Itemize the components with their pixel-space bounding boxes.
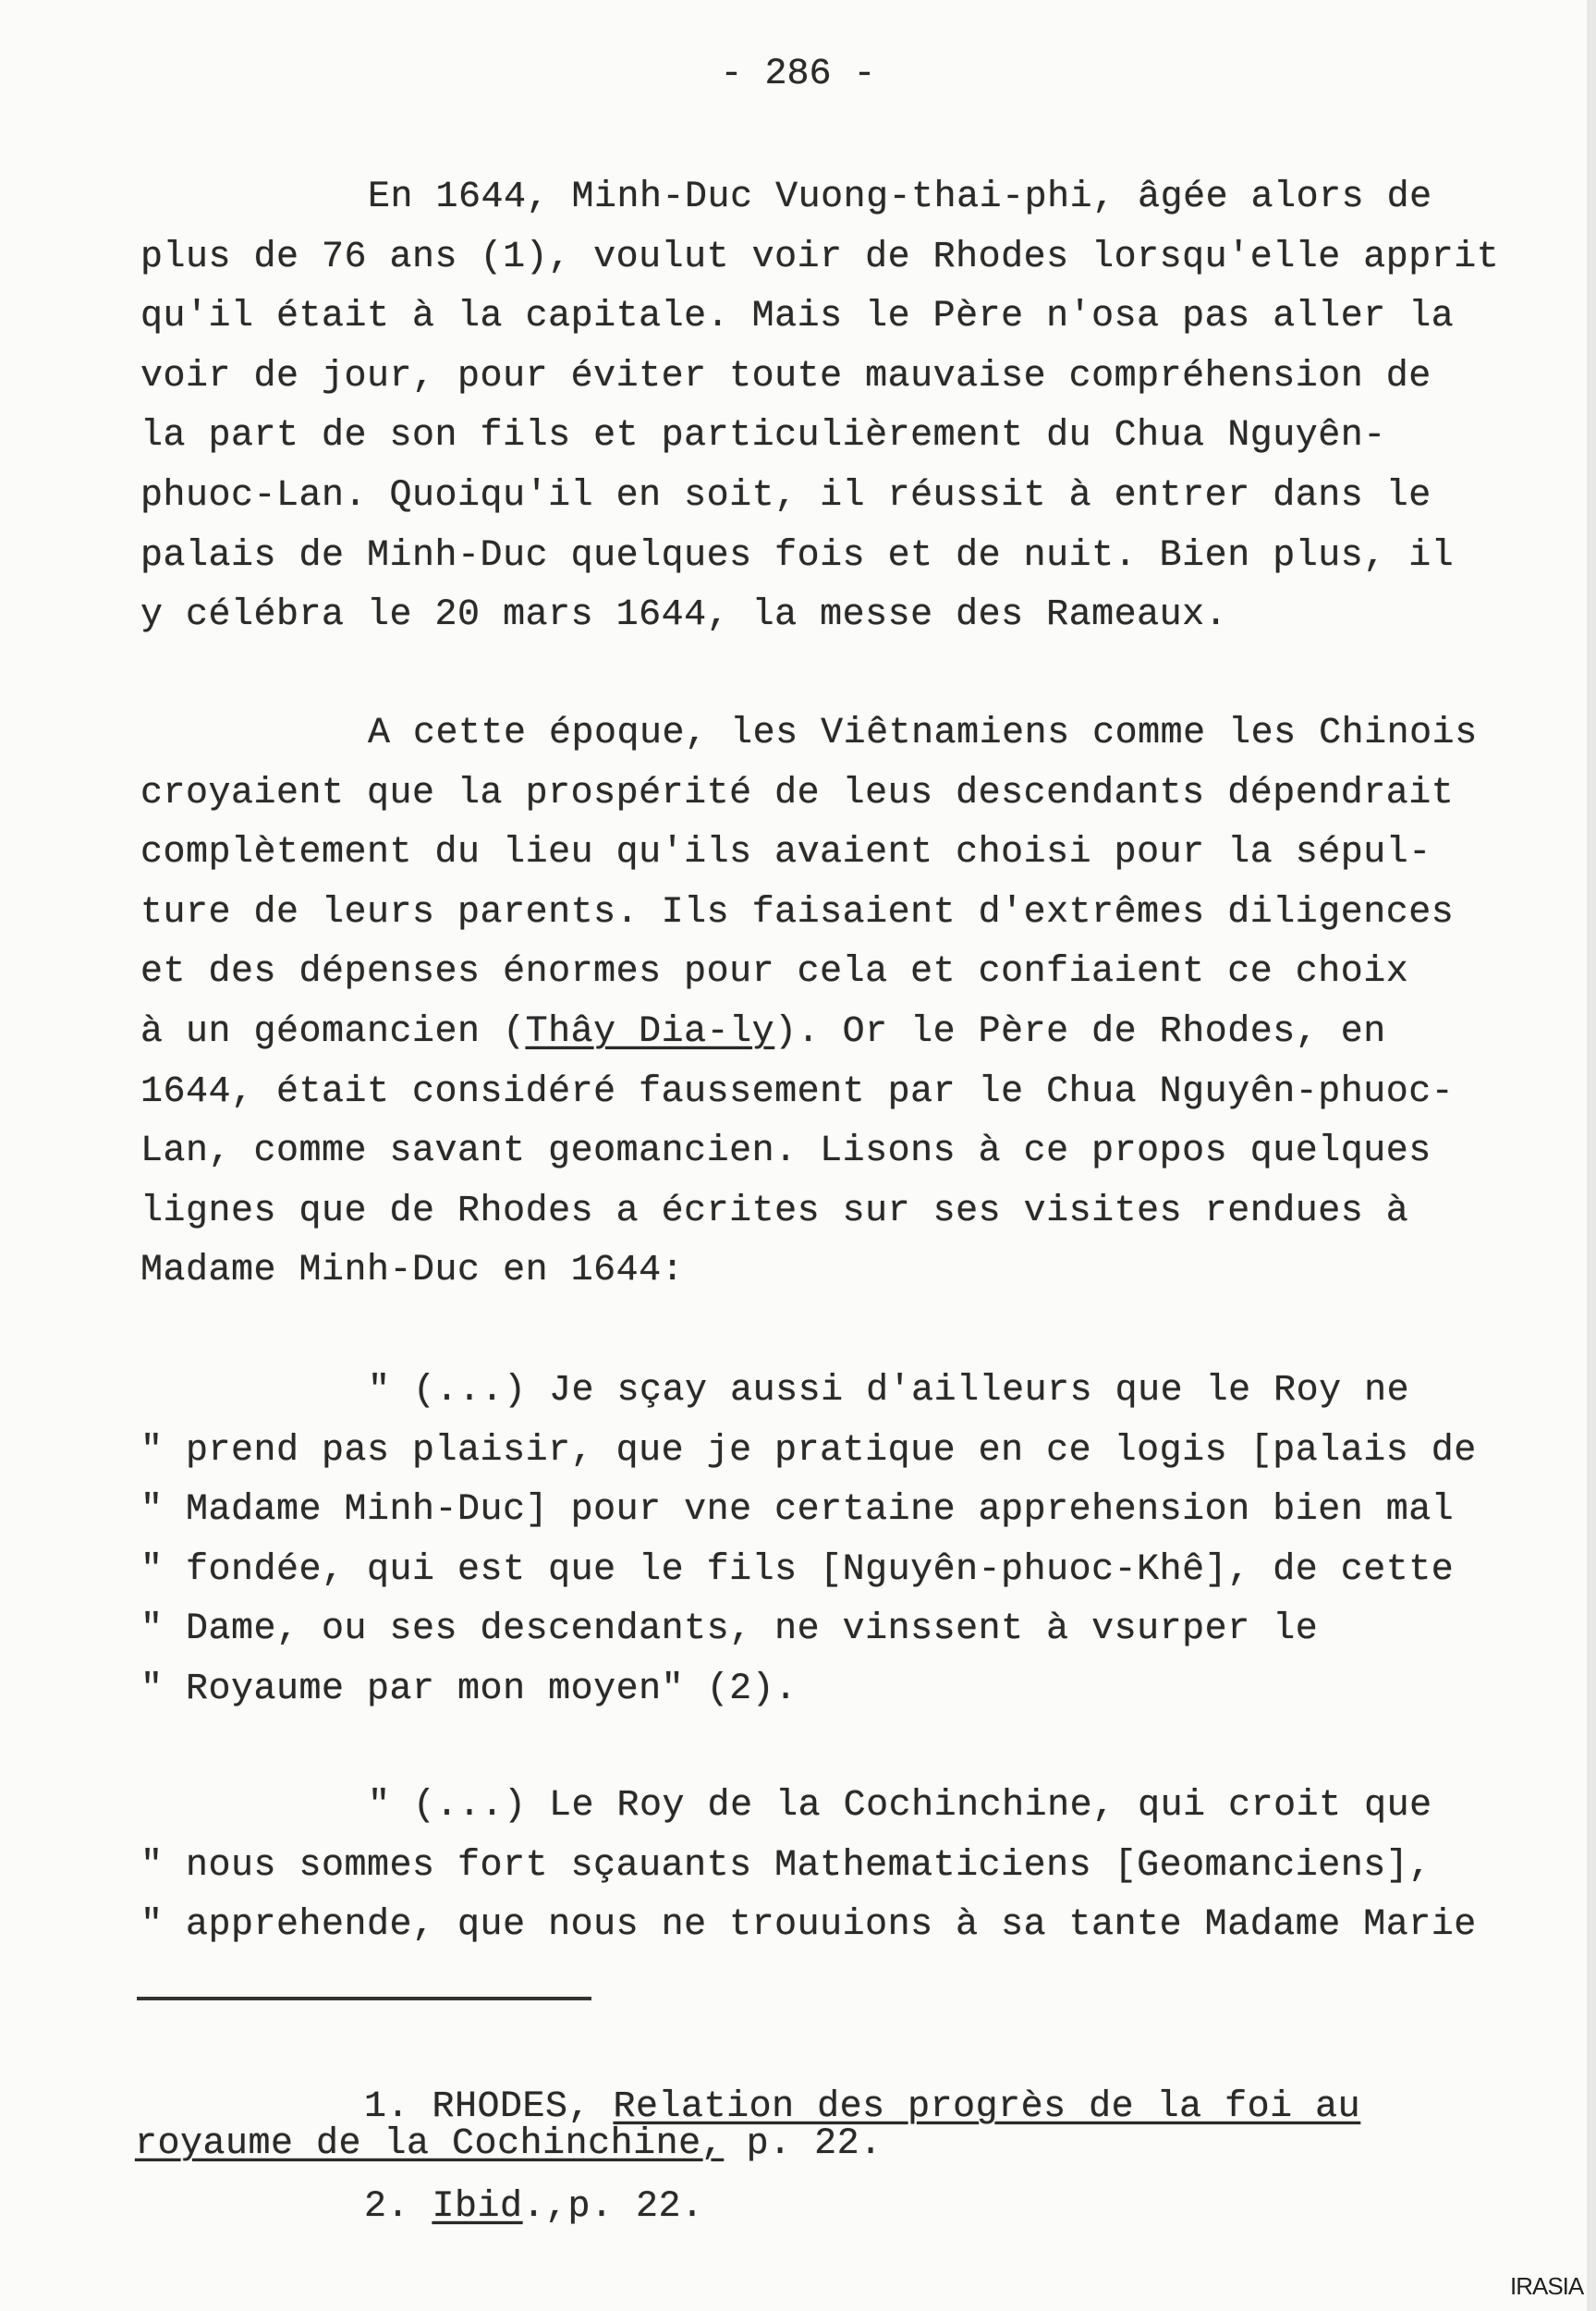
- paragraph-line: [140, 772, 1454, 816]
- text-segment: Lan, comme savant geomancien. Lisons à ce propos quelques: [140, 1131, 1432, 1173]
- text-segment: " nous sommes fort sçauants Mathematiciens [Geomanciens],: [140, 1844, 1432, 1887]
- underlined-text: Relation des progrès de la foi au: [613, 2086, 1361, 2128]
- paragraph-line: [140, 593, 1227, 638]
- quote-line: [140, 1488, 1454, 1533]
- footnote-line: [135, 2122, 883, 2167]
- text-segment: croyaient que la prospérité de leus descendants dépendrait: [140, 772, 1455, 814]
- underlined-text: royaume de la Cochinchine,: [135, 2123, 725, 2165]
- text-segment: 1644, était considéré faussement par le Chua Nguyên-phuoc-: [140, 1070, 1455, 1113]
- paragraph-line: [140, 295, 1454, 339]
- text-segment: y célébra le 20 mars 1644, la messe des Rameaux.: [140, 594, 1228, 637]
- text-segment: " Dame, ou ses descendants, ne vinssent à vsurper le: [140, 1608, 1319, 1651]
- quote-line: [368, 1369, 1409, 1413]
- quote-line: [140, 1429, 1477, 1473]
- underlined-text: Thây Dia-ly: [525, 1011, 775, 1053]
- text-segment: " fondée, qui est que le fils [Nguyên-phuoc-Khê], de cette: [140, 1548, 1455, 1591]
- paragraph-line: [140, 1249, 684, 1293]
- paragraph-line: [140, 1010, 1386, 1055]
- footnote-divider: [137, 1997, 591, 2000]
- paragraph-line: [368, 176, 1432, 220]
- text-segment: " (...) Le Roy de la Cochinchine, qui croit que: [368, 1785, 1432, 1827]
- text-segment: A cette époque, les Viêtnamiens comme les Chinois: [368, 713, 1478, 754]
- text-segment: ). Or le Père de Rhodes, en: [774, 1011, 1386, 1053]
- quote-line: [140, 1548, 1454, 1593]
- text-segment: complètement du lieu qu'ils avaient choisi pour la sépul-: [140, 832, 1432, 874]
- paragraph-line: [140, 950, 1408, 995]
- footnote-line: [364, 2185, 704, 2230]
- text-segment: " Madame Minh-Duc] pour vne certaine apprehension bien mal: [140, 1489, 1455, 1532]
- text-segment: phuoc-Lan. Quoiqu'il en soit, il réussit à entrer dans le: [140, 475, 1432, 517]
- paragraph-line: [140, 1130, 1432, 1174]
- paragraph-line: [140, 831, 1432, 875]
- quote-line: [140, 1844, 1432, 1889]
- paragraph-line: [140, 891, 1454, 935]
- quote-line: [368, 1784, 1432, 1828]
- page-number: - 286 -: [720, 54, 876, 95]
- watermark: IRASIA: [1510, 2272, 1584, 2300]
- text-segment: lignes que de Rhodes a écrites sur ses visites rendues à: [140, 1190, 1409, 1232]
- text-segment: à un géomancien (: [140, 1011, 526, 1053]
- paragraph-line: [140, 414, 1386, 459]
- paragraph-line: [140, 534, 1454, 579]
- text-segment: .,p. 22.: [522, 2186, 704, 2228]
- quote-line: [140, 1668, 798, 1712]
- text-segment: " (...) Je sçay aussi d'ailleurs que le Roy ne: [368, 1370, 1410, 1412]
- quote-line: [140, 1903, 1477, 1948]
- text-segment: ture de leurs parents. Ils faisaient d'extrêmes diligences: [140, 891, 1455, 934]
- text-segment: et des dépenses énormes pour cela et confiaient ce choix: [140, 951, 1409, 994]
- text-segment: qu'il était à la capitale. Mais le Père n'osa pas aller la: [140, 296, 1455, 338]
- paragraph-line: [140, 1070, 1454, 1115]
- quote-line: [140, 1608, 1318, 1652]
- text-segment: Madame Minh-Duc en 1644:: [140, 1250, 685, 1292]
- text-segment: " Royaume par mon moyen" (2).: [140, 1669, 798, 1710]
- paragraph-line: [140, 1190, 1408, 1234]
- text-segment: 1. RHODES,: [364, 2086, 614, 2128]
- paragraph-line: [140, 236, 1499, 280]
- paragraph-line: [140, 474, 1432, 519]
- text-segment: voir de jour, pour éviter toute mauvaise compréhension de: [140, 355, 1432, 397]
- paragraph-line: [140, 355, 1432, 399]
- text-segment: " prend pas plaisir, que je pratique en ce logis [palais de: [140, 1429, 1477, 1472]
- text-segment: 2.: [364, 2186, 433, 2228]
- underlined-text: Ibid: [432, 2186, 523, 2228]
- text-segment: palais de Minh-Duc quelques fois et de nuit. Bien plus, il: [140, 534, 1455, 577]
- paragraph-line: [368, 712, 1478, 756]
- text-segment: la part de son fils et particulièrement du Chua Nguyên-: [140, 415, 1386, 458]
- scan-edge: [1587, 0, 1596, 2311]
- text-segment: " apprehende, que nous ne trouuions à sa tante Madame Marie: [140, 1904, 1477, 1947]
- text-segment: plus de 76 ans (1), voulut voir de Rhodes lorsqu'elle apprit: [140, 236, 1500, 278]
- text-segment: En 1644, Minh-Duc Vuong-thai-phi, âgée alors de: [368, 177, 1432, 218]
- text-segment: p. 22.: [724, 2123, 883, 2165]
